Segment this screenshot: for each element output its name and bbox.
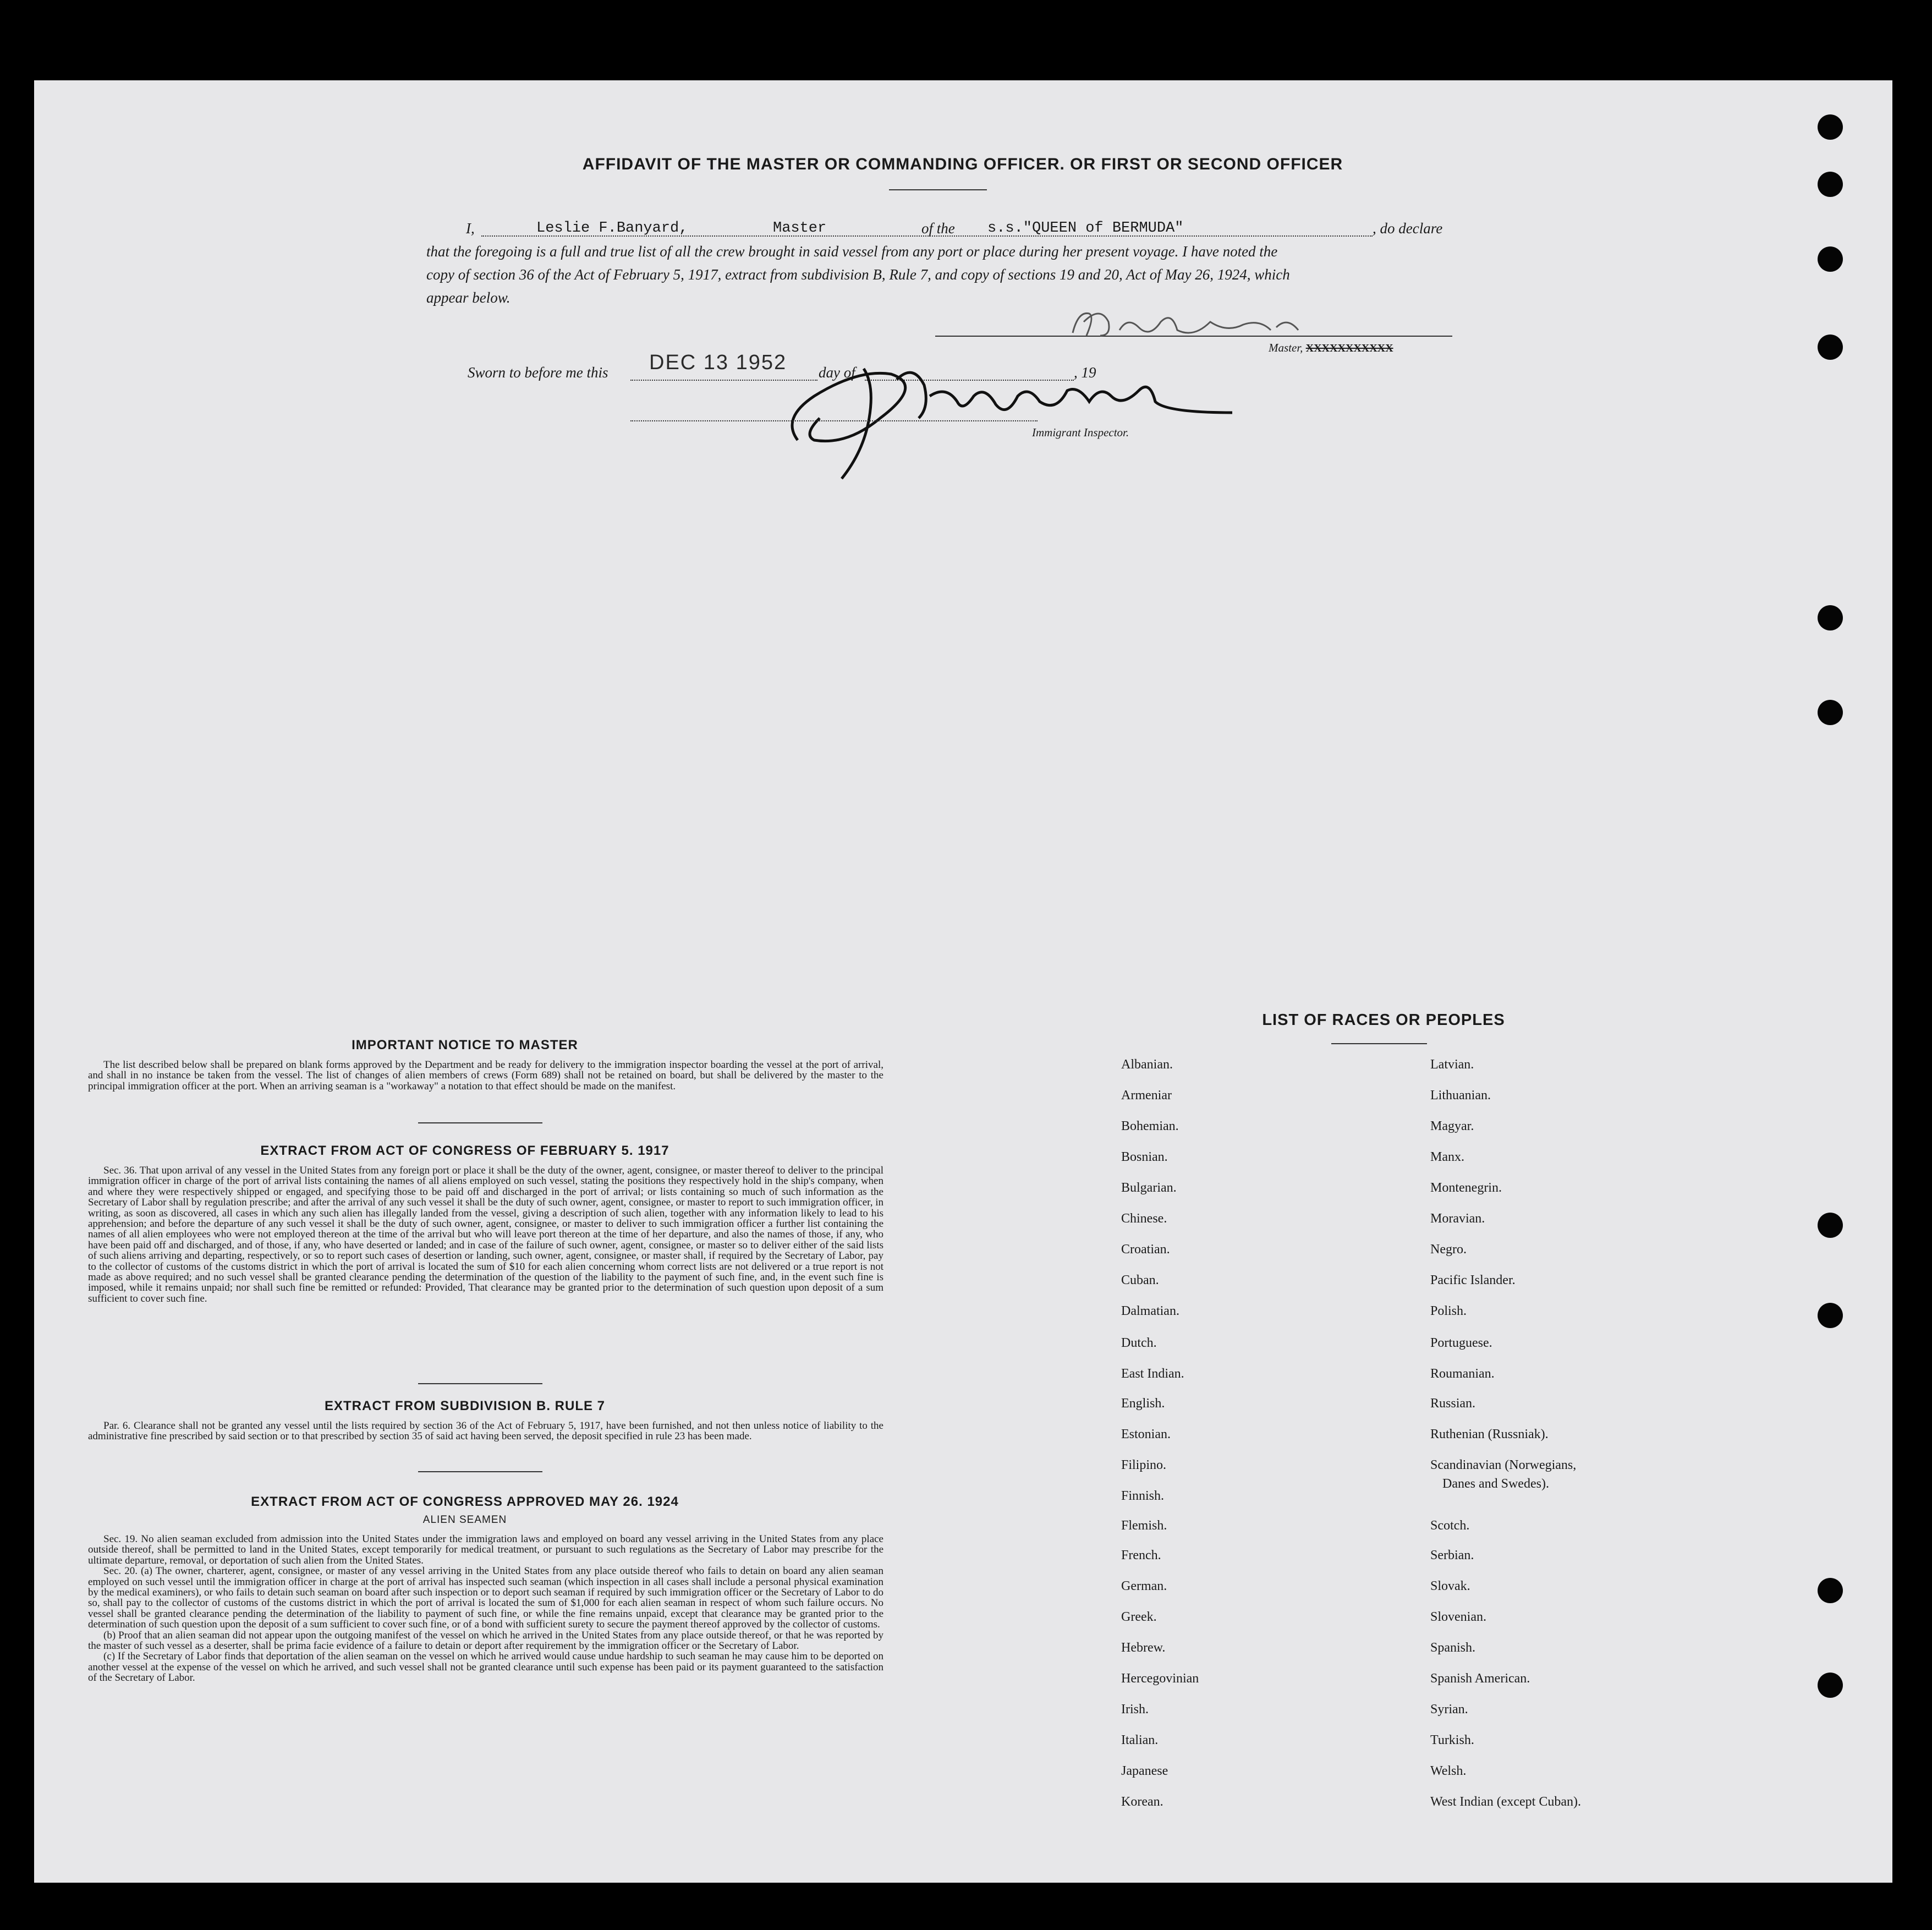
race-item: Estonian. [1121,1427,1171,1441]
divider [418,1471,542,1472]
inspector-signature [781,352,1243,484]
race-item: Russian. [1430,1396,1476,1411]
race-item: Slovak. [1430,1579,1470,1593]
master-caption-label: Master, [1269,341,1303,354]
race-item: French. [1121,1548,1161,1562]
divider [889,189,987,190]
race-item: Montenegrin. [1430,1181,1502,1195]
divider [1331,1043,1427,1044]
extract-1917-text: Sec. 36. That upon arrival of any vessel in the United States from any foreign port or place it shall be the duty of the owner, agent, consignee, or master thereof to deliver to the principal immigration officer in charge of the port of arrival lists containing the names of all aliens employed on such vessel, stating the positions they respectively hold in the ship's company, when and where they were respectively shipped or engaged, and specifying those to be paid off and discharged in the port of arrival; or lists containing so much of such information as the Secretary of Labor shall by regulation prescribe; and after the arrival of any such vessel it shall be the duty of such owner, agent, consignee, or master to report to such immigration officer, in writing, as soon as discovered, all cases in which any such alien has illegally landed from the vessel, giving a description of such alien, together with any information likely to lead to his apprehension; and before the departure of any such vessel it shall be the duty of such owner, agent, consignee, or master to deliver to such immigration officer a further list containing the names of all alien employees who were not employed thereon at the time of the arrival but who will leave port thereon at the time of her departure, and also the names of those, if any, who have been paid off and discharged, and of those, if any, who have deserted or landed; and in case of the failure of such owner, agent, consignee, or master so to deliver either of the said lists of such aliens arriving and departing, respectively, or so to report such cases of desertion or landing, such owner, agent, consignee, or master shall, if required by the Secretary of Labor, pay to the collector of customs of the customs district in which the port of arrival is located the sum of $10 for each alien concerning whom correct lists are not delivered or a true report is not made as above required; and no such vessel shall be granted clearance pending the determination of the question of the liability to the payment of such fine, and, in the event such fine is imposed, while it remains unpaid; nor shall such fine be remitted or refunded: Provided, That clearance may be granted prior to the determination of such question upon deposit of a sum sufficient to cover such fine. [88,1165,883,1304]
divider [418,1122,542,1123]
race-item: Italian. [1121,1733,1159,1747]
binder-hole [1818,1213,1843,1238]
binder-hole [1818,114,1843,140]
declaration-line: that the foregoing is a full and true list of all the crew brought in said vessel from any port or place during her present voyage. I have noted the [426,243,1278,260]
race-item: Bosnian. [1121,1150,1168,1164]
extract-1924-text [88,1534,883,1684]
race-item: Filipino. [1121,1458,1167,1472]
race-item: Welsh. [1430,1764,1467,1778]
race-item: Scandinavian (Norwegians, [1430,1458,1577,1472]
binder-hole [1818,605,1843,630]
race-item: Spanish American. [1430,1671,1530,1686]
race-item: Armeniar [1121,1088,1172,1103]
sec20b-text: (b) Proof that an alien seaman did not appear upon the outgoing manifest of the vessel on which he arrived in the United States from any place outside thereof, or that he was reported by the master of such vessel as a deserter, shall be prima facie evidence of a failure to detain or deport after requirement by the immigration officer or the Secretary of Labor. [88,1629,883,1652]
vessel-name: s.s."QUEEN of BERMUDA" [987,220,1184,237]
race-item: Moravian. [1430,1211,1485,1226]
notice-title: IMPORTANT NOTICE TO MASTER [352,1038,578,1052]
race-item: Roumanian. [1430,1367,1495,1381]
inspector-signature-line [630,420,1038,421]
binder-hole [1818,335,1843,360]
race-item: Portuguese. [1430,1336,1492,1350]
binder-hole [1818,1303,1843,1328]
race-item: Pacific Islander. [1430,1273,1516,1287]
inspector-caption: Immigrant Inspector. [1032,426,1129,439]
binder-hole [1818,1578,1843,1603]
rule7-title: EXTRACT FROM SUBDIVISION B. RULE 7 [324,1399,606,1413]
master-caption [1269,341,1393,355]
race-item: Dutch. [1121,1336,1157,1350]
race-item: Serbian. [1430,1548,1474,1562]
race-item: German. [1121,1579,1167,1593]
race-item: Korean. [1121,1795,1163,1809]
race-item: Dalmatian. [1121,1304,1179,1318]
race-item: Croatian. [1121,1242,1170,1257]
race-item: East Indian. [1121,1367,1184,1381]
race-item: Latvian. [1430,1057,1474,1072]
race-item: Spanish. [1430,1641,1476,1655]
race-item: Bulgarian. [1121,1181,1177,1195]
declaration-line: appear below. [426,289,511,306]
race-item: Irish. [1121,1702,1149,1717]
race-item: Ruthenian (Russniak). [1430,1427,1549,1441]
race-item: Cuban. [1121,1273,1159,1287]
race-item: Greek. [1121,1610,1157,1624]
race-item: Albanian. [1121,1057,1173,1072]
i-label: I, [466,220,475,237]
notice-text: The list described below shall be prepared on blank forms approved by the Department and be ready for delivery to the immigration inspector boarding the vessel at the port of arrival, and shall in no instance be taken from the vessel. The list of changes of alien members of crews (Form 689) shall not be retained on board, but shall be delivered by the master to the principal immigration officer at the port. When an arriving seaman is a "workaway" a notation to that effect should be made on the manifest. [88,1059,883,1092]
binder-hole [1818,1673,1843,1698]
race-item: Finnish. [1121,1489,1165,1503]
extract-1924-subtitle: ALIEN SEAMEN [422,1514,507,1526]
race-item: Danes and Swedes). [1442,1477,1549,1491]
race-item: Negro. [1430,1242,1467,1257]
struck-title: XXXXXXXXXXX [1305,342,1393,354]
race-item: Hercegovinian [1121,1671,1199,1686]
race-item: Syrian. [1430,1702,1468,1717]
race-item: Chinese. [1121,1211,1167,1226]
sec20c-text: (c) If the Secretary of Labor finds that deportation of the alien seaman on the vessel on which he arrived would cause undue hardship to such seaman he may cause him to be deported on another vessel at the expense of the vessel on which he arrived, and such vessel shall not be granted clearance until such expense has been paid or its payment guaranteed to the satisfaction of the Secretary of Labor. [88,1651,883,1684]
sworn-label: Sworn to before me this [468,364,608,381]
year-label: , 19 [1074,364,1096,381]
rule7-text: Par. 6. Clearance shall not be granted any vessel until the lists required by section 36 of the Act of February 5, 1917, have been furnished, and not then unless notice of liability to the administrative fine prescribed by said section or to that prescribed by section 35 of said act having been served, the deposit specified in rule 23 has been made. [88,1420,883,1443]
race-item: Manx. [1430,1150,1464,1164]
extract-1917-title: EXTRACT FROM ACT OF CONGRESS OF FEBRUARY 5. 1917 [260,1143,669,1158]
race-item: Bohemian. [1121,1119,1179,1133]
affidavit-declaration [426,217,1455,309]
binder-hole [1818,246,1843,272]
race-item: Slovenian. [1430,1610,1486,1624]
race-item: Magyar. [1430,1119,1474,1133]
master-signature [1067,305,1320,344]
race-item: West Indian (except Cuban). [1430,1795,1581,1809]
race-item: Lithuanian. [1430,1088,1491,1103]
race-item: Scotch. [1430,1518,1470,1533]
affidavit-title: AFFIDAVIT OF THE MASTER OR COMMANDING OFFICER. OR FIRST OR SECOND OFFICER [582,155,1343,173]
race-item: Japanese [1121,1764,1168,1778]
race-item: Polish. [1430,1304,1467,1318]
sec20a-text: Sec. 20. (a) The owner, charterer, agent, consignee, or master of any vessel arriving in the United States from any place outside thereof who fails to detain on board any alien seaman employed on such vessel until the immigration officer in charge at the port of arrival has inspected such seaman (which inspection in all cases shall include a personal physical examination by the medical examiners), or who fails to detain such seaman on board after such inspection or to deport such seaman if required by such immigration officer or the Secretary of Labor to do so, shall pay to the collector of customs of the customs district in which the port of arrival is located the sum of $1,000 for each alien seaman in respect of whom such failure occurs. No vessel shall be granted clearance pending the determination of the liability to payment of such fine, or while the fine remains unpaid, except that clearance may be granted prior to the determination of such question upon the deposit of a sum sufficient to cover such fine, or of a bond with sufficient surety to secure the payment thereof approved by the collector of customs. [88,1565,883,1631]
race-item: English. [1121,1396,1165,1411]
races-title: LIST OF RACES OR PEOPLES [1262,1011,1505,1029]
extract-1924-title: EXTRACT FROM ACT OF CONGRESS APPROVED MAY 26. 1924 [251,1494,679,1509]
master-rank: Master [773,220,827,237]
day-of-label: day of [819,364,855,381]
binder-hole [1818,700,1843,725]
sec19-text: Sec. 19. No alien seaman excluded from admission into the United States under the immigration laws and employed on board any vessel arriving in the United States from any place outside thereof, shall be permitted to land in the United States, except temporarily for medical treatment, or pursuant to such regulations as the Secretary of Labor may prescribe for the ultimate departure, removal, or deportation of such alien from the United States. [88,1533,883,1566]
race-item: Hebrew. [1121,1641,1166,1655]
of-the-label: of the [921,220,955,237]
master-name: Leslie F.Banyard, [536,220,688,237]
divider [418,1383,542,1384]
binder-hole [1818,172,1843,197]
race-item: Flemish. [1121,1518,1167,1533]
do-declare-label: , do declare [1373,220,1443,237]
declaration-line: copy of section 36 of the Act of February 5, 1917, extract from subdivision B, Rule 7, and copy of sections 19 and 20, Act of May 26, 1924, which [426,266,1290,283]
race-item: Turkish. [1430,1733,1474,1747]
date-stamp: DEC 13 1952 [649,351,787,374]
